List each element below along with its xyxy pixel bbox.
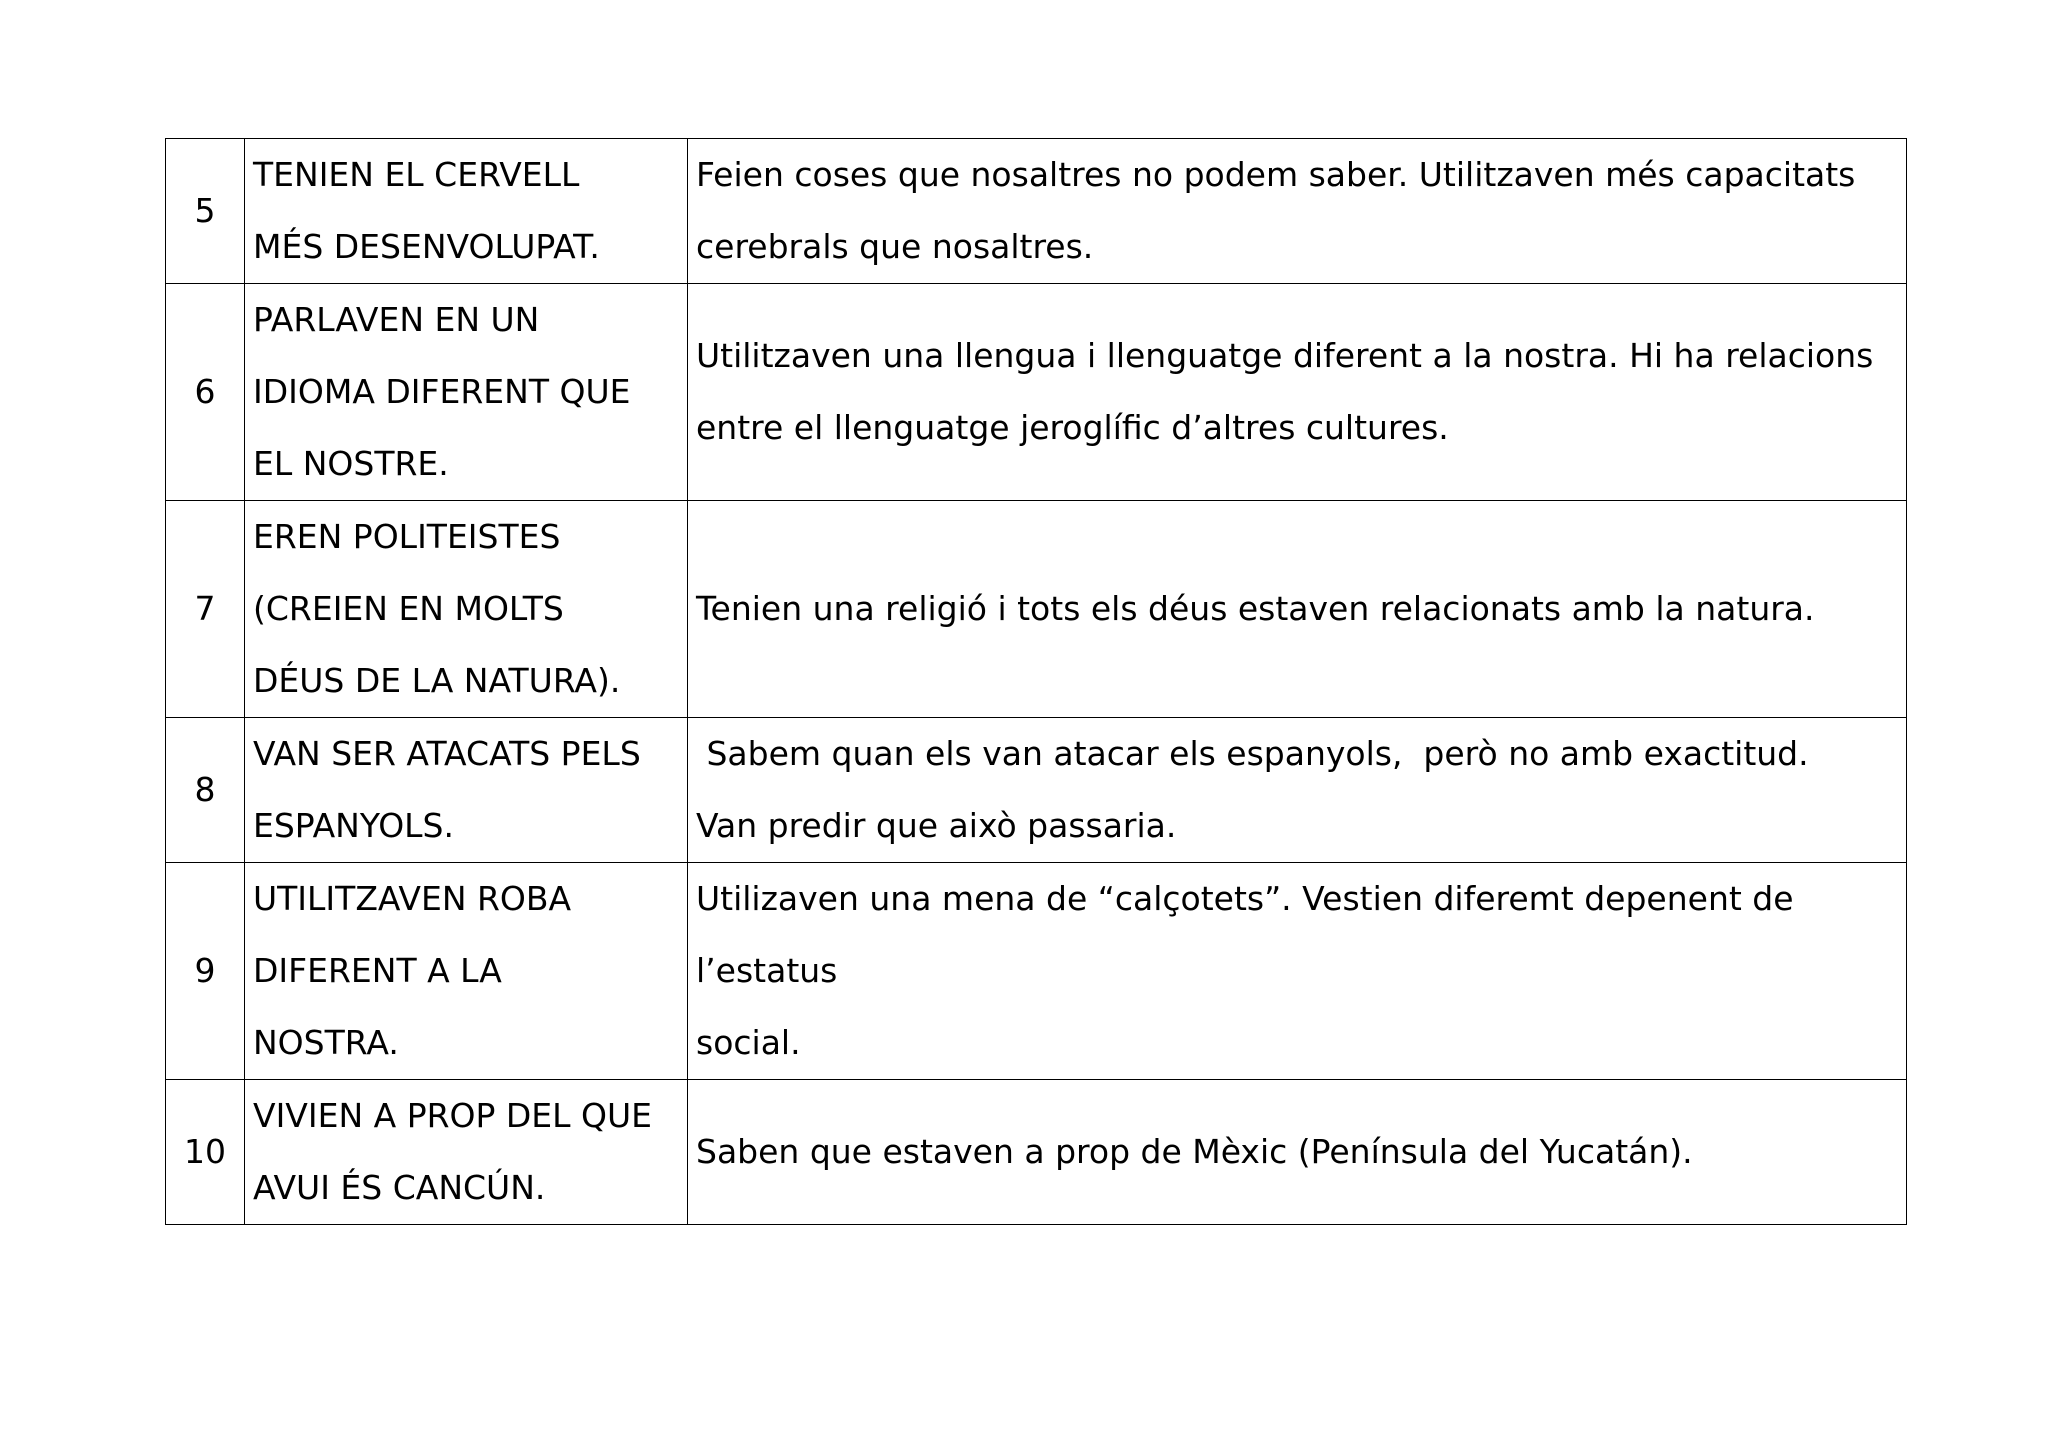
claim-line: NOSTRA. (253, 1023, 399, 1062)
claim-cell (245, 284, 688, 501)
explanation-line: Feien coses que nosaltres no podem saber. Utilitzaven més capacitats (696, 155, 1856, 194)
table-row (166, 139, 1907, 284)
explanation-line: Tenien una religió i tots els déus estaven relacionats amb la natura. (696, 589, 1815, 628)
table-row (166, 718, 1907, 863)
row-number: 10 (166, 1080, 245, 1225)
claim-line: IDIOMA DIFERENT QUE (253, 372, 631, 411)
claim-cell (245, 718, 688, 863)
explanation-line: social. (696, 1023, 801, 1062)
explanation-line: Utilitzaven una llengua i llenguatge diferent a la nostra. Hi ha relacions (696, 336, 1874, 375)
claim-line: PARLAVEN EN UN (253, 300, 540, 339)
claim-line: MÉS DESENVOLUPAT. (253, 227, 600, 266)
row-number: 7 (166, 501, 245, 718)
claim-line: EREN POLITEISTES (253, 517, 561, 556)
explanation-line: Saben que estaven a prop de Mèxic (Península del Yucatán). (696, 1132, 1693, 1171)
explanation-line: cerebrals que nosaltres. (696, 227, 1094, 266)
explanation-line: Sabem quan els van atacar els espanyols, però no amb exactitud. (696, 734, 1809, 773)
row-number: 9 (166, 863, 245, 1080)
explanation-cell (688, 501, 1907, 718)
explanation-cell (688, 139, 1907, 284)
claim-line: EL NOSTRE. (253, 444, 449, 483)
explanation-line: entre el llenguatge jeroglífic d’altres cultures. (696, 408, 1449, 447)
claim-line: VAN SER ATACATS PELS (253, 734, 641, 773)
claim-line: UTILITZAVEN ROBA (253, 879, 572, 918)
table-row (166, 284, 1907, 501)
row-number: 5 (166, 139, 245, 284)
claim-line: AVUI ÉS CANCÚN. (253, 1168, 546, 1207)
explanation-cell (688, 1080, 1907, 1225)
explanation-line: Van predir que això passaria. (696, 806, 1177, 845)
row-number: 8 (166, 718, 245, 863)
table-row (166, 863, 1907, 1080)
claim-line: TENIEN EL CERVELL (253, 155, 580, 194)
claim-line: ESPANYOLS. (253, 806, 454, 845)
explanation-cell (688, 284, 1907, 501)
claim-cell (245, 863, 688, 1080)
claim-line: VIVIEN A PROP DEL QUE (253, 1096, 653, 1135)
explanation-line: Utilizaven una mena de “calçotets”. Vestien diferemt depenent de l’estatus (696, 879, 1794, 990)
claim-cell (245, 501, 688, 718)
table-row (166, 501, 1907, 718)
claim-line: (CREIEN EN MOLTS (253, 589, 564, 628)
row-number: 6 (166, 284, 245, 501)
claim-cell (245, 139, 688, 284)
claim-line: DÉUS DE LA NATURA). (253, 661, 621, 700)
table-row (166, 1080, 1907, 1225)
claim-line: DIFERENT A LA (253, 951, 502, 990)
beliefs-table (165, 138, 1907, 1225)
claim-cell (245, 1080, 688, 1225)
explanation-cell (688, 863, 1907, 1080)
explanation-cell (688, 718, 1907, 863)
